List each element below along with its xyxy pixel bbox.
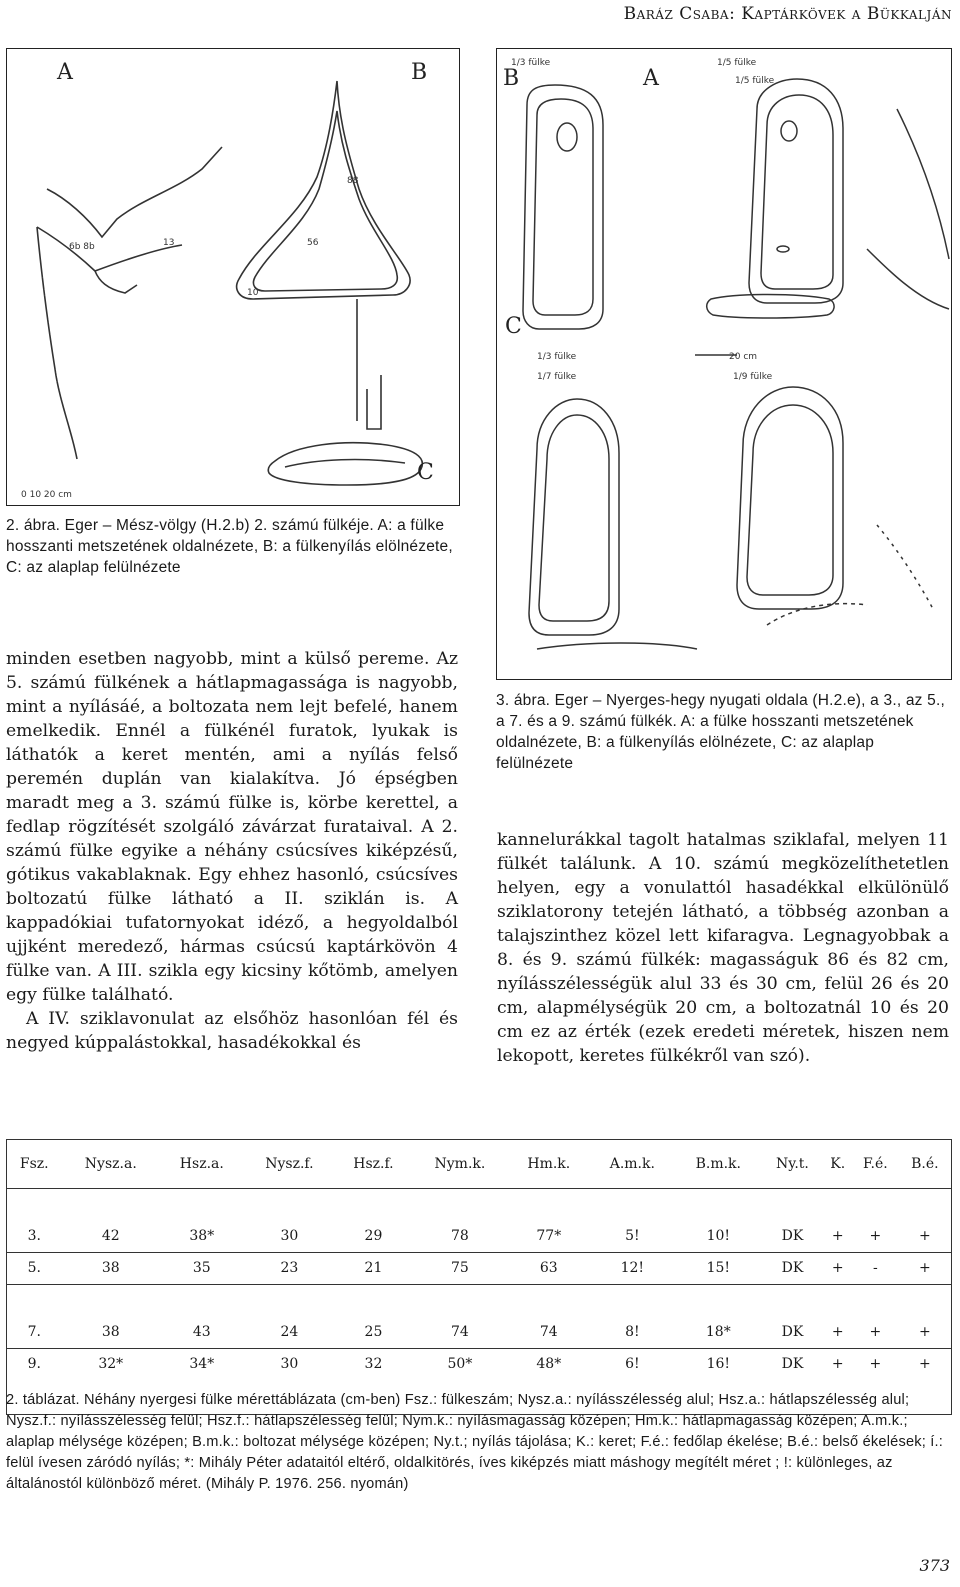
left-paragraph-1: minden esetben nagyobb, mint a külső pereme. Az 5. számú fülkének a hátlapmagassága is nagyobb, mint a nyílásáé, a boltozata nem lejt befelé, hanem emelkedik. Ennél a fülkénél furatok, lyukak is láthatók a keret mentén, ami a nyílás felső peremén duplán van kialakítva. Jó épségben maradt meg a 3. számú fülke is, körbe kerettel, a fedlap rögzítését szolgáló závárzat furataival. A 2. számú fülke egyike a néhány csúcsíves kiképzésű, gótikus vakablaknak. Egy ehhez hasonló, csúcsíves boltozatú fülke látható a II. sziklán is. A kappadókiai tufatornyokat idéző, a hegyoldalból ujjként meredező, hármas csúcsú kaptárkövön 4 fülke van. A III. szikla egy kicsiny kőtömb, amelyen egy fülke található. xyxy=(6,649,458,1005)
table-cell: 38 xyxy=(62,1316,161,1348)
table-header-cell: Nysz.a. xyxy=(62,1140,161,1188)
niche-7-outer xyxy=(529,399,619,635)
niche-9-outer xyxy=(737,387,843,609)
figure-3-drawing xyxy=(496,48,952,680)
niche-5-mark xyxy=(777,246,789,252)
table-cell: 24 xyxy=(244,1316,336,1348)
table-cell: 35 xyxy=(160,1252,244,1284)
figure-3-svg xyxy=(497,49,951,679)
fig3-niche-label-7: 1/7 fülke xyxy=(537,372,577,382)
table-cell: + xyxy=(831,1356,844,1373)
section-right-lower xyxy=(867,249,949,309)
table-cell: 74 xyxy=(412,1316,508,1348)
table-cell: + xyxy=(899,1252,951,1284)
table-header-cell: Hsz.a. xyxy=(160,1140,244,1188)
running-head: Baráz Csaba: Kaptárkövek a Bükkalján xyxy=(623,4,952,24)
table-cell: 63 xyxy=(508,1252,589,1284)
svg-text:1/3 fülke: 1/3 fülke xyxy=(537,352,577,362)
fig3-label-c: C xyxy=(505,314,522,339)
figure-2-svg xyxy=(7,49,459,505)
fig3-niche-label-3: 1/3 fülke xyxy=(511,58,551,68)
table-cell: 78 xyxy=(412,1220,508,1252)
niche-plan-c xyxy=(707,295,834,319)
table-cell: 30 xyxy=(280,1356,299,1373)
table-cell: 30 xyxy=(244,1220,336,1252)
fig3-label-b: B xyxy=(503,66,520,91)
table-cell: DK xyxy=(781,1356,804,1373)
svg-text:13: 13 xyxy=(163,238,175,248)
table-cell: DK xyxy=(761,1316,823,1348)
svg-text:6b 8b: 6b 8b xyxy=(69,242,95,252)
table-cell: 74 xyxy=(508,1316,589,1348)
table-cell: DK xyxy=(761,1220,823,1252)
table-cell: 32* xyxy=(98,1356,124,1373)
left-column-text xyxy=(6,647,458,1055)
table-cell: 23 xyxy=(244,1252,336,1284)
table-cell: + xyxy=(899,1220,951,1252)
base-plan-outline xyxy=(268,443,422,485)
table-header-cell: F.é. xyxy=(852,1140,899,1188)
table-caption: 2. táblázat. Néhány nyergesi fülke mérettáblázata (cm-ben) Fsz.: fülkeszám; Nysz.a.: nyílásszélesség alul; Hsz.a.: hátlapszélesség alul; Nysz.f.: nyílásszélesség felül; Hsz.f.: hátlapszélesség felül; Nym.k.: nyílásmagasság középen; Hm.k.: hátlapmagasság középen; A.m.k.; alaplap mélysége középen; B.m.k.: boltozat mélysége középen; Ny.t.; nyílás tájolása; K.: keret; F.é.: fedőlap ékelése; B.é.: belső ékelések; í.: felül ívesen záródó nyílás; *: Mihály Péter adataitól eltérő, oldalkitörés, íves kiképzés miatt máshogy megítélt méret ; !: különleges, az általánostól különböző méret. (Mihály P. 1976. 256. nyomán) xyxy=(6,1392,944,1492)
figure-2-caption: 2. ábra. Eger – Mész-völgy (H.2.b) 2. számú fülkéje. A: a fülke hosszanti metszetének oldalnézete, B: a fülkenyílás elölnézete, C: az alaplap felülnézete xyxy=(6,517,453,576)
niche-9-inner xyxy=(747,405,833,595)
table-header-cell: Nysz.f. xyxy=(244,1140,336,1188)
table-header-cell: B.é. xyxy=(899,1140,951,1188)
fig2-label-b: B xyxy=(411,60,428,85)
section-outline-lower xyxy=(37,227,137,293)
table-cell: 9. xyxy=(27,1356,41,1373)
table-cell: + xyxy=(852,1316,899,1348)
table-cell: 32 xyxy=(364,1356,383,1373)
table-cell: + xyxy=(919,1356,931,1373)
table-cell: 75 xyxy=(412,1252,508,1284)
base-plan-inner xyxy=(285,460,405,467)
table-cell: 43 xyxy=(160,1316,244,1348)
niche-5-inner xyxy=(761,95,833,289)
table-cell: 5! xyxy=(589,1220,675,1252)
fig3-niche-label-9: 1/9 fülke xyxy=(733,372,773,382)
table-cell: 12! xyxy=(589,1252,675,1284)
table-row xyxy=(7,1220,951,1252)
table-cell: 8! xyxy=(589,1316,675,1348)
niche-front-inner xyxy=(253,111,397,291)
table-cell: 34* xyxy=(189,1356,215,1373)
table-cell: 15! xyxy=(675,1252,761,1284)
table-row xyxy=(7,1316,951,1348)
table-header-cell: K. xyxy=(824,1140,852,1188)
table-row xyxy=(7,1348,951,1380)
right-paragraph-1: kannelurákkal tagolt hatalmas sziklafal, melyen 11 fülkét találunk. A 10. számú megközelíthetetlen helyen, egy a vonulattól hasadékkal elkülönülő sziklatorony tetején látható, a többség azonban a talajszinthez közel lett kifaragva. Legnagyobbak a 8. és 9. számú fülkék: magasságuk 86 és 82 cm, nyílásszélességük alul 33 és 30 cm, felül 26 és 20 cm, alapmélységük 20 cm, a boltozatnál 10 és 20 cm ez az érték (ezek eredeti méretek, hiszen nem lekopott, keretes fülkékről van szó). xyxy=(497,830,949,1066)
table-cell: DK xyxy=(761,1252,823,1284)
table-cell: + xyxy=(852,1220,899,1252)
fig3-label-a: A xyxy=(643,66,659,91)
table-cell: 18* xyxy=(675,1316,761,1348)
svg-text:10: 10 xyxy=(247,288,259,298)
table-cell: 3. xyxy=(7,1220,62,1252)
svg-text:56: 56 xyxy=(307,238,319,248)
fig2-label-a: A xyxy=(57,60,73,85)
base-mark xyxy=(367,375,381,429)
table-cell: + xyxy=(899,1316,951,1348)
table-cell: 48* xyxy=(536,1356,562,1373)
niche-7-inner xyxy=(539,415,609,621)
measurement-table xyxy=(6,1139,952,1415)
table-cell: 5. xyxy=(7,1252,62,1284)
table-cell: 7. xyxy=(7,1316,62,1348)
table-cell: 77* xyxy=(508,1220,589,1252)
table-header-cell: B.m.k. xyxy=(675,1140,761,1188)
lower-dotted-arc xyxy=(767,604,867,625)
left-paragraph-2: A IV. sziklavonulat az elsőhöz hasonlóan fél és negyed kúppalástokkal, hasadékokkal és xyxy=(6,1009,458,1053)
fig3-niche-label-5: 1/5 fülke xyxy=(717,58,757,68)
table-header-cell: Fsz. xyxy=(7,1140,62,1188)
table-header-cell: Hsz.f. xyxy=(335,1140,412,1188)
svg-text:88: 88 xyxy=(347,176,359,186)
table-cell: + xyxy=(824,1220,852,1252)
table-header-row xyxy=(7,1140,951,1188)
table-cell: 38* xyxy=(160,1220,244,1252)
table-cell: + xyxy=(824,1252,852,1284)
niche-3-inner xyxy=(533,99,593,315)
svg-text:0 10 20 cm: 0 10 20 cm xyxy=(21,490,72,500)
table-header-cell: A.m.k. xyxy=(589,1140,675,1188)
svg-text:20 cm: 20 cm xyxy=(729,352,758,362)
table-header-cell: Hm.k. xyxy=(508,1140,589,1188)
niche-5-hole xyxy=(781,121,797,141)
lower-dotted-side xyxy=(877,525,933,609)
table-cell: 6! xyxy=(625,1356,640,1373)
section-outline-upper xyxy=(47,147,222,237)
lower-base-line xyxy=(537,643,697,649)
table-cell: 10! xyxy=(675,1220,761,1252)
table-cell: 42 xyxy=(62,1220,161,1252)
table-cell: + xyxy=(869,1356,882,1373)
table-cell: 50* xyxy=(447,1356,473,1373)
table-row xyxy=(7,1252,951,1284)
figure-3-caption: 3. ábra. Eger – Nyerges-hegy nyugati oldala (H.2.e), a 3., az 5., a 7. és a 9. számú fülkék. A: a fülke hosszanti metszetének oldalnézete, B: a fülkenyílás elölnézete, C: az alaplap felülnézete xyxy=(496,692,945,772)
table-cell: - xyxy=(852,1252,899,1284)
table-cell: 16! xyxy=(706,1356,731,1373)
table-cell: 29 xyxy=(335,1220,412,1252)
fig2-label-c: C xyxy=(417,460,434,485)
figure-2-drawing xyxy=(6,48,460,506)
section-rock-face xyxy=(37,227,77,459)
table-cell: 38 xyxy=(62,1252,161,1284)
right-column-text xyxy=(497,828,949,1068)
table-header-cell: Nym.k. xyxy=(412,1140,508,1188)
table-cell: 21 xyxy=(335,1252,412,1284)
table-cell: + xyxy=(824,1316,852,1348)
niche-3-hole xyxy=(557,123,577,151)
section-right-upper xyxy=(897,109,949,259)
section-inner-line xyxy=(95,245,182,271)
table-header-cell: Ny.t. xyxy=(761,1140,823,1188)
table-cell: 25 xyxy=(335,1316,412,1348)
svg-text:1/5 fülke: 1/5 fülke xyxy=(735,76,775,86)
page-number: 373 xyxy=(919,1556,950,1575)
